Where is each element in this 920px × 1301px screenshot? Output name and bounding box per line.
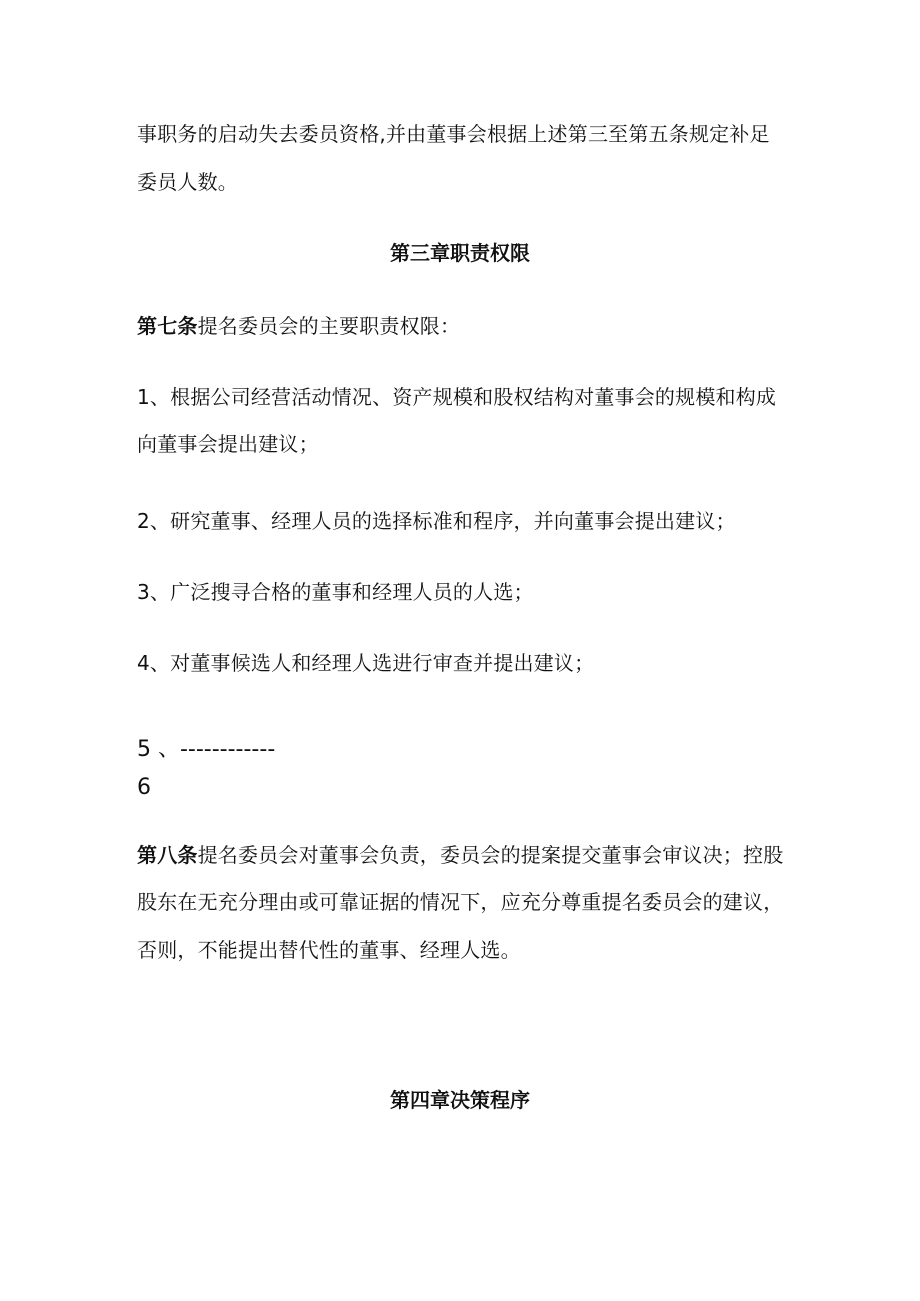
article-8-line-2: 股东在无充分理由或可靠证据的情况下，应充分尊重提名委员会的建议， [137,890,784,914]
article-7-label: 第七条 [137,314,198,338]
article-7-item-3: 3、广泛搜寻合格的董事和经理人员的人选； [137,580,534,604]
article-8-line-1 [137,843,783,867]
continuation-line-1: 事职务的启动失去委员资格,并由董事会根据上述第三至第五条规定补足 [137,122,770,146]
continuation-line-2: 委员人数。 [137,170,238,194]
article-7-item-6: 6 [137,775,152,800]
article-8-label: 第八条 [137,843,198,867]
article-7-item-4: 4、对董事候选人和经理人选进行审查并提出建议； [137,651,595,675]
article-7-item-2: 2、研究董事、经理人员的选择标准和程序，并向董事会提出建议； [137,509,736,533]
article-7-heading [137,314,460,338]
article-7-item-1-line-1: 1、根据公司经营活动情况、资产规模和股权结构对董事会的规模和构成 [137,385,777,409]
chapter-3-title: 第三章职责权限 [390,241,530,265]
article-7-item-5: 5 、------------ [137,737,276,762]
chapter-4-title: 第四章决策程序 [390,1088,530,1112]
article-7-item-1-line-2: 向董事会提出建议； [137,432,319,456]
article-8-text-1: 提名委员会对董事会负责，委员会的提案提交董事会审议决；控股 [197,843,784,867]
article-8-line-3: 否则，不能提出替代性的董事、经理人选。 [137,938,521,962]
article-7-text: 提名委员会的主要职责权限： [197,314,461,338]
